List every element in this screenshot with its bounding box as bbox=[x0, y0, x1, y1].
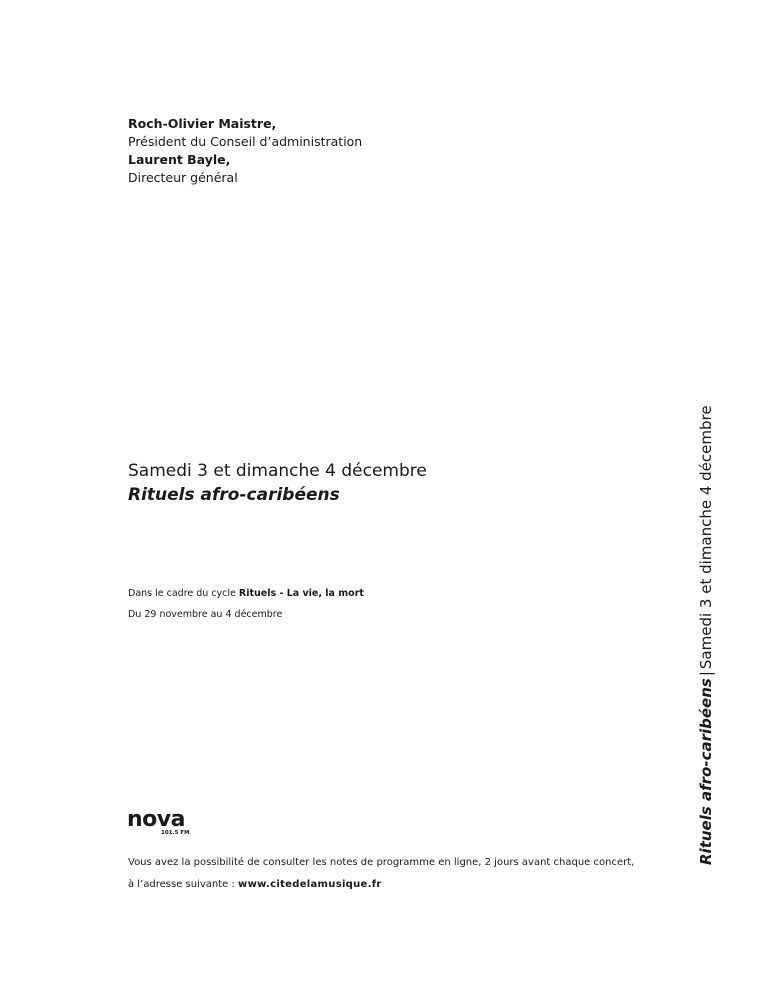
nova-logo-graphic bbox=[127, 806, 197, 836]
nova-logo-word: nova bbox=[127, 807, 185, 832]
footer-note bbox=[128, 852, 688, 896]
cycle-line bbox=[128, 583, 364, 604]
cycle-name: Rituels - La vie, la mort bbox=[238, 588, 364, 599]
president-name: Roch-Olivier Maistre, bbox=[128, 116, 277, 131]
signatories-block bbox=[128, 115, 362, 187]
footer-line-2 bbox=[128, 874, 688, 896]
nova-logo-frequency: 101.5 FM bbox=[161, 830, 190, 836]
cycle-info bbox=[128, 583, 364, 625]
event-date: Samedi 3 et dimanche 4 décembre bbox=[128, 461, 427, 481]
president-role: Président du Conseil d’administration bbox=[128, 134, 363, 149]
director-role: Directeur général bbox=[128, 170, 238, 185]
director-name: Laurent Bayle, bbox=[128, 152, 231, 167]
event-title: Rituels afro-caribéens bbox=[128, 485, 340, 505]
side-running-title bbox=[696, 405, 716, 865]
cycle-prefix: Dans le cadre du cycle bbox=[128, 588, 239, 599]
cycle-dates: Du 29 novembre au 4 décembre bbox=[128, 609, 283, 620]
footer-line-2-prefix: à l’adresse suivante : bbox=[128, 879, 239, 890]
side-date: Samedi 3 et dimanche 4 décembre bbox=[697, 405, 715, 670]
event-heading bbox=[128, 459, 427, 507]
side-title: Rituels afro-caribéens bbox=[697, 678, 715, 865]
website-url: www.citedelamusique.fr bbox=[238, 879, 382, 890]
side-separator: | bbox=[697, 671, 715, 677]
nova-logo bbox=[127, 806, 197, 836]
footer-line-1: Vous avez la possibilité de consulter les notes de programme en ligne, 2 jours avant chaque concert, bbox=[128, 857, 635, 868]
